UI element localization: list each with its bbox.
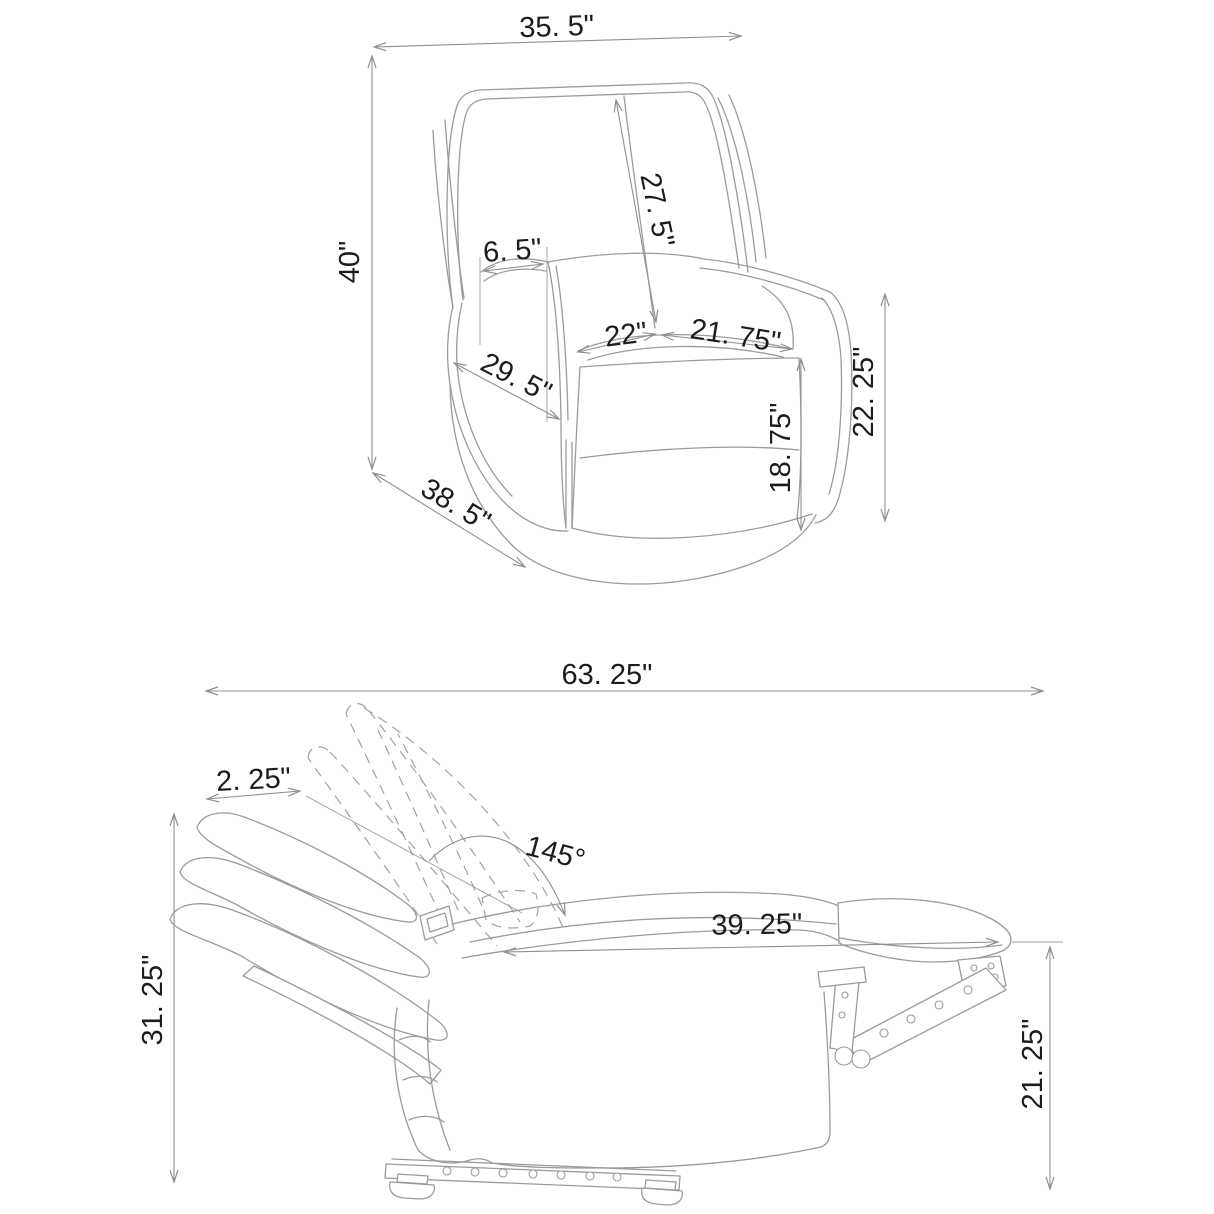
base-rail-hole bbox=[613, 1173, 621, 1181]
body-front-edge bbox=[816, 992, 830, 1148]
right-armrest-piping bbox=[822, 298, 842, 494]
dimension-seat-diagonal bbox=[454, 347, 559, 419]
front-gap-piping bbox=[566, 440, 572, 528]
dim-overall-depth-label: 38. 5" bbox=[415, 472, 496, 539]
linkage-pivot bbox=[852, 1050, 870, 1068]
dim-seat-diagonal-label: 29. 5" bbox=[475, 346, 557, 410]
release-handle bbox=[420, 906, 454, 940]
front-panel-right-edge bbox=[797, 358, 801, 519]
front-panel-top-edge bbox=[580, 358, 799, 367]
dim-back-clearance-label: 2. 25" bbox=[215, 762, 292, 798]
dim-seat-depth-label: 21. 75" bbox=[687, 313, 783, 360]
dim-footrest-height-label: 21. 25" bbox=[1017, 1018, 1049, 1110]
linkage-bar-hole bbox=[964, 986, 972, 994]
right-armrest-top-band bbox=[700, 259, 830, 300]
dim-reclined-length-label: 63. 25" bbox=[561, 659, 653, 691]
linkage-long-bar bbox=[846, 968, 1006, 1064]
linkage-bar-hole bbox=[842, 992, 848, 998]
front-panel-bottom-edge bbox=[572, 514, 812, 538]
left-armrest-front-piping bbox=[457, 303, 512, 496]
dim-overall-height-label: 40" bbox=[334, 240, 366, 284]
dimension-recline-angle bbox=[429, 830, 588, 915]
side-view bbox=[137, 659, 1063, 1205]
base-rail-hole bbox=[557, 1171, 565, 1179]
dimension-overall-height bbox=[334, 56, 372, 469]
dimension-back-height bbox=[616, 100, 680, 322]
dim-footrest-extension-label: 39. 25" bbox=[711, 908, 803, 942]
dimension-seat-depth bbox=[662, 313, 792, 359]
base-rail-hole bbox=[529, 1170, 537, 1178]
left-wing-outline bbox=[433, 120, 464, 308]
base-rail-hole bbox=[586, 1172, 594, 1180]
linkage-bar-hole bbox=[880, 1029, 888, 1037]
dimension-back-clearance bbox=[207, 762, 300, 799]
dim-arm-height-label: 22. 25" bbox=[848, 346, 880, 438]
chair-side-drawing bbox=[170, 703, 1011, 1205]
base-rail-hole bbox=[443, 1167, 451, 1175]
base-foot-right bbox=[642, 1180, 683, 1205]
left-armrest-piping bbox=[484, 269, 546, 281]
linkage-bar-hole bbox=[907, 1015, 915, 1023]
dim-reclined-height-label: 31. 25" bbox=[137, 954, 169, 1046]
dimension-overall-width bbox=[374, 10, 741, 47]
front-view bbox=[334, 10, 885, 584]
dimension-footrest-height bbox=[1012, 942, 1063, 1189]
linkage-bracket-hole bbox=[971, 965, 977, 971]
left-armrest-inner-edge bbox=[548, 262, 568, 528]
dimension-reclined-height bbox=[137, 814, 174, 1182]
backrest-outer-outline bbox=[447, 83, 748, 308]
dimension-seat-width bbox=[578, 317, 655, 354]
right-armrest-outer-edge bbox=[815, 292, 852, 523]
dimension-arm-height bbox=[848, 294, 885, 521]
linkage-pivot bbox=[835, 1047, 853, 1065]
front-panel-left-seam bbox=[572, 367, 580, 528]
dimension-overall-depth bbox=[373, 472, 525, 567]
dim-overall-width-label: 35. 5" bbox=[518, 9, 595, 45]
footrest-pad bbox=[838, 899, 1011, 962]
linkage-bracket-hole bbox=[988, 963, 994, 969]
base-rail-hole bbox=[499, 1169, 507, 1177]
dim-seat-width-label: 22" bbox=[602, 316, 649, 354]
dimension-seat-height bbox=[765, 359, 801, 530]
dim-seat-height-label: 18. 75" bbox=[765, 402, 797, 494]
dim-back-height-label: 27. 5" bbox=[633, 170, 681, 251]
base-rail-hole bbox=[471, 1168, 479, 1176]
linkage-bar-hole bbox=[839, 1012, 845, 1018]
dimension-reclined-length bbox=[206, 659, 1043, 691]
dim-recline-angle-label: 145° bbox=[522, 830, 589, 877]
dim-arm-width-label: 6. 5" bbox=[481, 233, 543, 270]
linkage-bar-hole bbox=[935, 1001, 943, 1009]
